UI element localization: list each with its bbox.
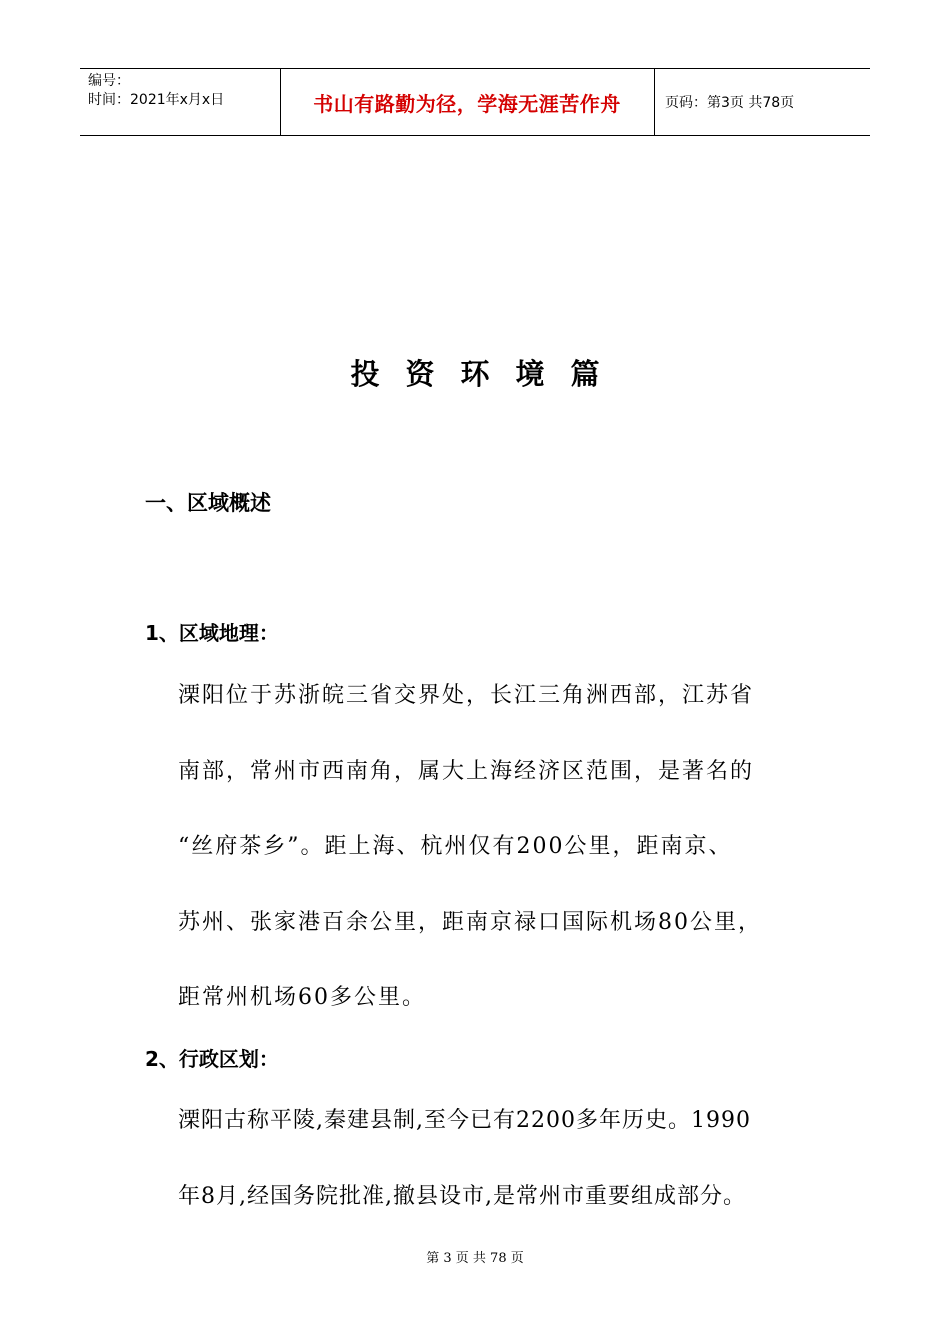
page-footer: 第 3 页 共 78 页 [426,1251,524,1266]
paragraph-line: 苏州、张家港百余公里，距南京禄口国际机场80公里， [178,910,762,935]
header-number-label: 编号： [88,73,130,89]
document-title: 投资环境篇 [350,357,626,391]
header-time-label: 时间：2021年x月x日 [88,92,225,108]
page-header [80,68,870,136]
paragraph-line: 南部，常州市西南角，属大上海经济区范围，是著名的 [178,759,755,784]
subsection-heading-geography: 1、区域地理： [145,621,279,645]
header-page-info: 页码：第3页 共78页 [665,95,795,111]
paragraph-line: “丝府茶乡”。距上海、杭州仅有200公里，距南京、 [178,834,733,859]
subsection-heading-administration: 2、行政区划： [145,1047,279,1071]
header-divider [654,69,655,135]
section-heading: 一、区域概述 [145,491,271,515]
paragraph-line: 溧阳古称平陵,秦建县制,至今已有2200多年历史。1990 [178,1108,751,1133]
header-motto: 书山有路勤为径，学海无涯苦作舟 [313,91,621,116]
paragraph-line: 年8月,经国务院批准,撤县设市,是常州市重要组成部分。 [178,1184,746,1209]
header-meta [88,72,224,110]
paragraph-line: 溧阳位于苏浙皖三省交界处，长江三角洲西部，江苏省 [178,683,755,708]
paragraph-line: 距常州机场60多公里。 [178,985,426,1010]
